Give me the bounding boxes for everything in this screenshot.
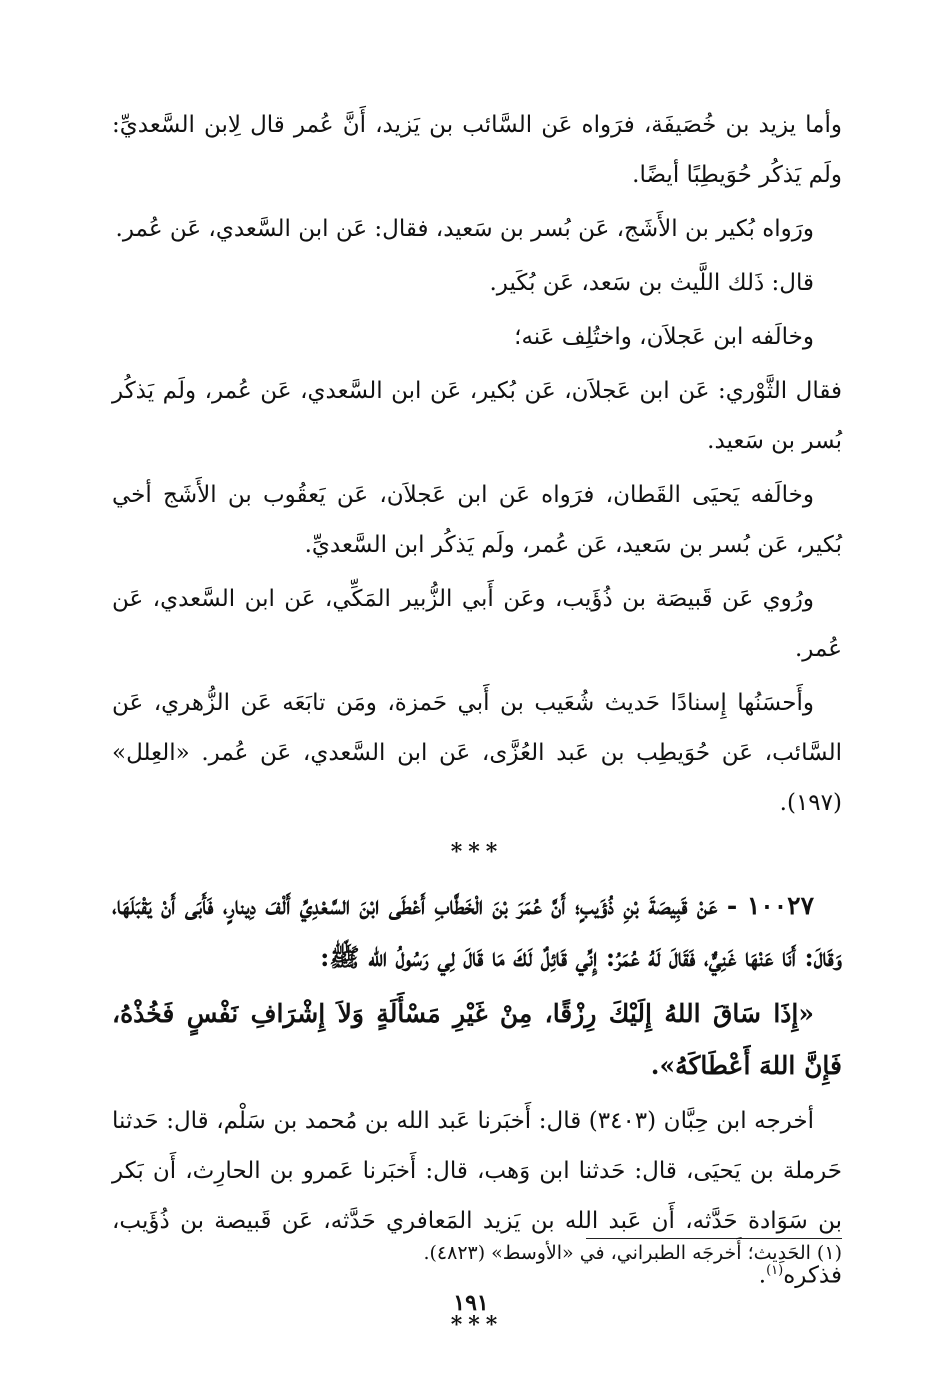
- paragraph-1: وأما يزيد بن خُصَيفَة، فرَواه عَن السَّائب بن يَزيد، أَنَّ عُمر قال لِابن السَّعديِّ: ولَم يَذكُر حُوَيطِبًا أيضًا.: [112, 112, 842, 188]
- hadith-quote: «إِذَا سَاقَ اللهُ إِلَيْكَ رِزْقًا، مِنْ غَيْرِ مَسْأَلَةٍ وَلاَ إِشْرَافِ نَفْسٍ فَخُذْهُ، فَإِنَّ اللهَ أَعْطَاكَهُ».: [112, 999, 842, 1080]
- paragraph-2: ورَواه بُكير بن الأَشَج، عَن بُسر بن سَعيد، فقال: عَن ابن السَّعدي، عَن عُمر.: [115, 216, 814, 242]
- footnote: (١) الحَدِيث؛ أَخرجَه الطبراني، في «الأوسط» (٤٨٢٣).: [423, 1242, 842, 1264]
- hadith-number: ١٠٠٢٧: [746, 891, 814, 920]
- paragraph-4: وخالَفه ابن عَجلاَن، واختُلِف عَنه؛: [514, 324, 814, 350]
- paragraph-3: قال: ذَلك اللَّيث بن سَعد، عَن بُكَير.: [489, 270, 814, 296]
- section-separator: ***: [450, 839, 504, 865]
- hadith-dash: -: [726, 891, 738, 920]
- footnote-reference: (١): [766, 1263, 784, 1278]
- paragraph-8: وأَحسَنُها إِسنادًا حَديث شُعَيب بن أَبي حَمزة، ومَن تابَعَه عَن الزُّهري، عَن السَّائب، عَن حُوَيطِب بن عَبد العُزَّى، عَن ابن السَّعدي، عَن عُمر. «العِلل» (١٩٧).: [112, 690, 842, 816]
- paragraph-5: فقال الثَّوْري: عَن ابن عَجلاَن، عَن بُكير، عَن ابن السَّعدي، عَن عُمر، ولَم يَذكُر بُسر بن سَعيد.: [112, 378, 842, 454]
- section-separator-2: ***: [450, 1311, 504, 1338]
- takhrij-text: أخرجه ابن حِبَّان (٣٤٠٣) قال: أَخبَرنا عَبد الله بن مُحمد بن سَلْم، قال: حَدثنا حَرملة بن يَحيَى، قال: حَدثنا ابن وَهب، قال: أَخبَرنا عَمرو بن الحارِث، أَن بَكر بن سَوَادة حَدَّثه، أَن عَبد الله بن يَزيد المَعافري حَدَّثه، عَن قَبيصة بن ذُؤَيب، فذكره: [112, 1108, 842, 1289]
- hadith-text: [112, 880, 842, 984]
- takhrij-end: .: [758, 1262, 767, 1289]
- paragraph-6: وخالَفه يَحيَى القَطان، فرَواه عَن ابن عَجلاَن، عَن يَعقُوب بن الأَشَج أخي بُكير، عَن بُسر بن سَعيد، عَن عُمر، ولَم يَذكُر ابن السَّعديِّ.: [112, 482, 842, 558]
- page-number: ١٩١: [453, 1290, 489, 1316]
- hadith-body: عَنْ قَبِيصَةَ بْنِ ذُؤَيبٍ؛ أَنَّ عُمَرَ بْنَ الْخَطَّابِ أَعْطَى ابْنَ السَّعْدِيِّ أَلْفَ دِينارٍ، فَأَبَى أَنْ يَقْبَلَهَا، وَقَالَ: أَنَا عَنْهَا غَنِيٌّ، فَقَالَ لَهُ عُمَرُ: إِنِّي قَائِلٌ لَكَ مَا قَالَ لِي رَسُولُ الله ﷺ:: [112, 891, 842, 972]
- main-text: [112, 100, 842, 1353]
- paragraph-7: ورُوي عَن قَبيصَة بن ذُؤَيب، وعَن أَبي الزُّبير المَكِّي، عَن ابن السَّعدي، عَن عُمر.: [112, 586, 842, 662]
